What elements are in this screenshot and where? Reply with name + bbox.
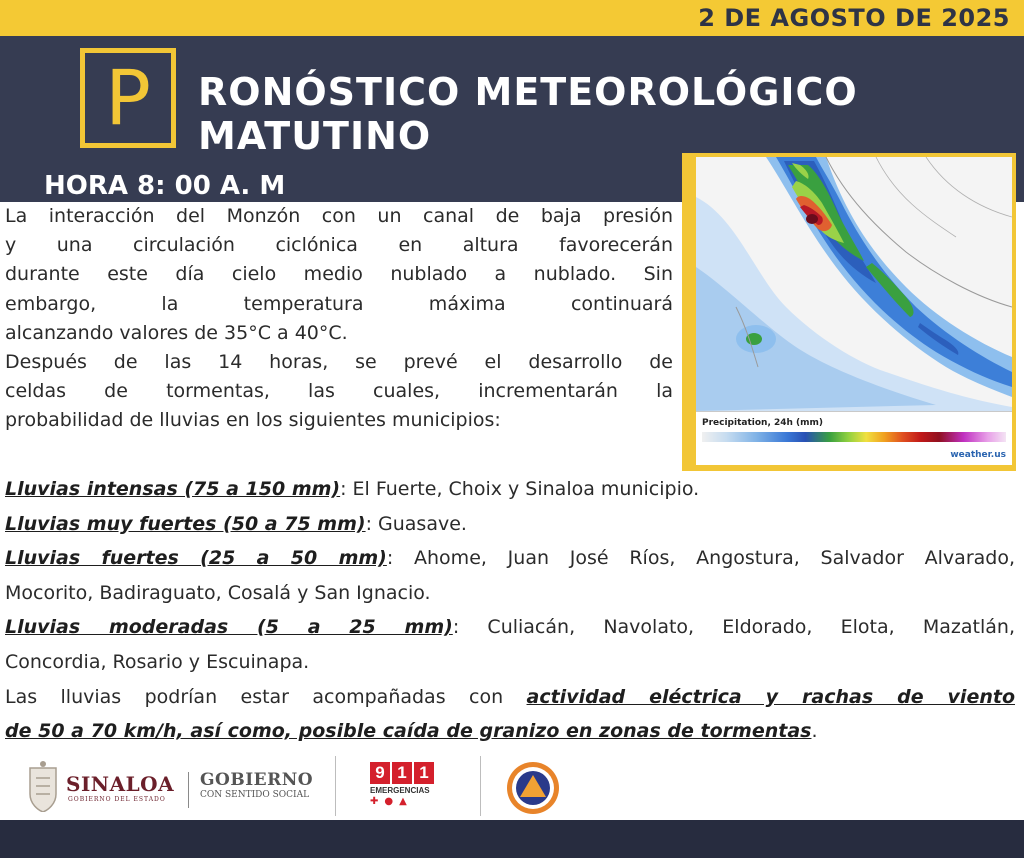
gobierno-subtitle: CON SENTIDO SOCIAL [200,790,310,800]
intro-line: Después de las 14 horas, se prevé el desarrollo de [5,351,673,374]
closing-emphasis-1: actividad eléctrica y rachas de viento [526,685,1015,708]
sinaloa-subtitle: GOBIERNO DEL ESTADO [68,796,166,803]
emergency-911-logo [370,762,440,807]
logo-divider [188,772,189,808]
category-label: Lluvias intensas (75 a 150 mm) [5,478,341,500]
top-yellow-bar [0,0,1024,36]
intro-line: celdas de tormentas, las cuales, incrementarán la [5,380,673,403]
closing-emphasis-2: de 50 a 70 km/h, así como, posible caída de granizo en zonas de tormentas [5,720,812,743]
category-text: : Guasave. [365,512,467,535]
category-text: : El Fuerte, Choix y Sinaloa municipio. [340,478,700,500]
intro-line: La interacción del Monzón con un canal de baja presión [5,205,673,227]
category-fuertes-cont: Mocorito, Badiraguato, Cosalá y San Ignacio. [5,581,431,604]
precipitation-map [696,157,1012,465]
time-label: HORA 8: 00 A. M [44,171,286,201]
title-line-1: RONÓSTICO METEOROLÓGICO [198,70,858,114]
intro-line: probabilidad de lluvias en los siguientes municipios: [5,409,501,432]
civil-protection-logo-icon [505,760,561,816]
closing-post: . [811,720,818,743]
closing-line-2 [5,714,1015,749]
category-muy-fuertes [5,507,1015,542]
category-moderadas [5,610,1015,645]
map-brand-label: weather.us [950,450,1006,460]
initial-letter: P [105,53,151,142]
category-label: Lluvias fuertes (25 a 50 mm) [5,547,387,570]
logo-divider [335,756,336,816]
state-shield-icon [26,760,60,812]
emergencias-label: EMERGENCIAS [370,786,430,795]
footer-logos [0,750,1024,820]
bottom-navy-bar [0,820,1024,858]
legend-title: Precipitation, 24h (mm) [702,418,824,428]
category-label: Lluvias moderadas (5 a 25 mm) [5,616,453,639]
map-frame [682,153,1016,471]
category-intensas [5,472,1015,507]
category-label: Lluvias muy fuertes (50 a 75 mm) [5,512,366,535]
page-title [198,70,858,158]
closing-pre: Las lluvias podrían estar acompañadas con [5,685,527,708]
logo-divider [480,756,481,816]
forecast-intro [5,202,673,436]
911-digit: 9 [370,762,390,784]
category-text: : Ahome, Juan José Ríos, Angostura, Salvador Alvarado, [386,547,1015,570]
emergency-services-icon: ✚●▲ [370,796,413,807]
legend-color-bar [702,432,1006,442]
intro-line: embargo, la temperatura máxima continuará [5,292,673,315]
closing-line-1 [5,680,1015,715]
initial-letter-box [80,48,176,148]
intro-line: y una circulación ciclónica en altura favorecerán [5,234,673,257]
category-text: : Culiacán, Navolato, Eldorado, Elota, Mazatlán, [452,616,1015,639]
rain-categories [5,472,1015,749]
intro-line: durante este día cielo medio nublado a nublado. Sin [5,263,673,286]
map-legend [696,411,1012,465]
911-digit: 1 [414,762,434,784]
date-label: 2 DE AGOSTO DE 2025 [698,4,1010,32]
title-line-2: MATUTINO [198,114,432,158]
intro-line: alcanzando valores de 35°C a 40°C. [5,321,348,344]
sinaloa-logo-text: SINALOA [66,772,175,796]
category-fuertes [5,541,1015,576]
precipitation-map-image [696,157,1012,411]
911-digit: 1 [392,762,412,784]
category-moderadas-cont: Concordia, Rosario y Escuinapa. [5,650,310,673]
gobierno-logo-text: GOBIERNO [200,770,314,790]
